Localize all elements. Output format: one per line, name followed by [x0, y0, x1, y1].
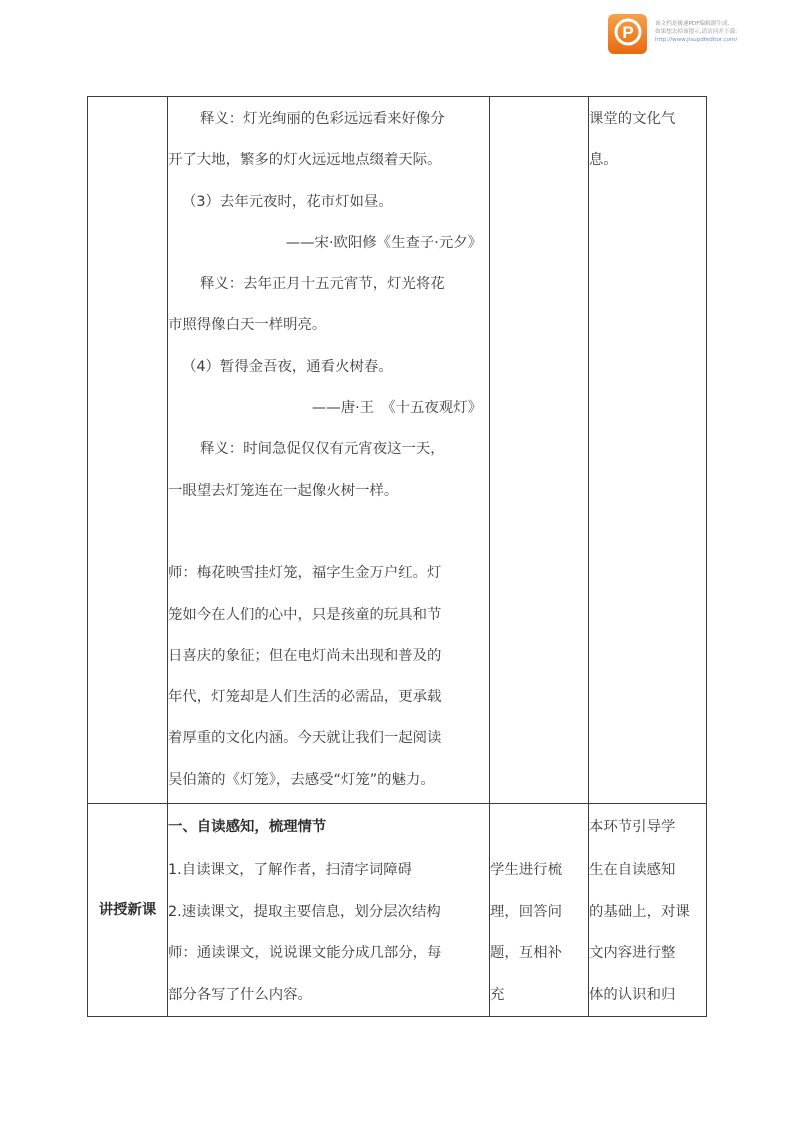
intent-line: 的基础上，对课 — [589, 903, 690, 920]
content-line: 师：梅花映雪挂灯笼，福字生金万户红。灯 — [168, 565, 442, 582]
content-line: 日喜庆的象征；但在电灯尚未出现和普及的 — [168, 647, 442, 664]
blank-line — [490, 804, 588, 850]
watermark-line-1: 该文档是极速PDF编辑器生成, — [655, 21, 730, 27]
table-row-intro — [88, 97, 707, 804]
intent-line: 课堂的文化气 — [589, 111, 676, 127]
content-line: 市照得像白天一样明亮。 — [168, 317, 327, 334]
lesson-plan-table — [87, 96, 707, 1017]
section-heading: 一、自读感知，梳理情节 — [168, 819, 327, 835]
content-line: 部分各写了什么内容。 — [168, 986, 312, 1003]
phase-label: 讲授新课 — [98, 902, 157, 918]
poem-source: ——宋·欧阳修《生查子·元夕》 — [285, 234, 482, 251]
watermark-text — [655, 20, 789, 44]
content-line: 释义：时间急促仅仅有元宵夜这一天， — [200, 441, 445, 458]
watermark-url[interactable]: http://www.jisupdfeditor.com/ — [655, 37, 738, 43]
content-line: 释义：灯光绚丽的色彩远远看来好像分 — [200, 111, 445, 127]
student-activity-cell — [490, 804, 589, 1017]
teaching-content-cell — [168, 97, 490, 804]
intent-line: 生在自读感知 — [589, 862, 676, 878]
intent-line: 文内容进行整 — [589, 945, 676, 961]
student-line: 理，回答问 — [490, 903, 562, 920]
content-line: 一眼望去灯笼连在一起像火树一样。 — [168, 482, 399, 499]
logo-letter: P — [622, 23, 634, 42]
watermark-line-2: 如果想去掉该提示,请访问并下载: — [655, 29, 737, 35]
student-line: 学生进行梳 — [490, 862, 562, 878]
intent-line: 本环节引导学 — [589, 819, 676, 835]
content-line: 释义：去年正月十五元宵节，灯光将花 — [200, 276, 445, 293]
content-line: 笼如今在人们的心中，只是孩童的玩具和节 — [168, 606, 442, 623]
student-line: 题，互相补 — [490, 945, 562, 961]
content-line: 师：通读课文，说说课文能分成几部分，每 — [168, 945, 442, 961]
content-line: （3）去年元夜时，花市灯如昼。 — [182, 193, 393, 210]
content-line: 年代，灯笼却是人们生活的必需品，更承载 — [168, 689, 442, 706]
pdf-editor-logo-icon — [607, 13, 648, 55]
design-intent-cell — [589, 97, 707, 804]
phase-cell-empty — [88, 97, 168, 804]
poem-source: ——唐·王 《十五夜观灯》 — [311, 400, 482, 417]
content-line: 2.速读课文，提取主要信息，划分层次结构 — [168, 903, 441, 920]
phase-cell — [88, 804, 168, 1017]
design-intent-cell — [589, 804, 707, 1017]
student-line: 充 — [490, 986, 505, 1003]
teaching-content-cell — [168, 804, 490, 1017]
content-line: 着厚重的文化内涵。今天就让我们一起阅读 — [168, 730, 442, 747]
student-activity-cell-empty — [490, 97, 589, 804]
table-row-new-lesson — [88, 804, 707, 1017]
content-line: 开了大地，繁多的灯火远远地点缀着天际。 — [168, 152, 442, 169]
intent-line: 体的认识和归 — [589, 986, 676, 1003]
content-line: （4）暂得金吾夜，通看火树春。 — [182, 358, 393, 375]
intent-line: 息。 — [589, 152, 618, 169]
content-line: 1.自读课文，了解作者，扫清字词障碍 — [168, 862, 412, 878]
content-line: 吴伯箫的《灯笼》，去感受“灯笼”的魅力。 — [168, 771, 435, 788]
blank-line — [168, 512, 489, 553]
